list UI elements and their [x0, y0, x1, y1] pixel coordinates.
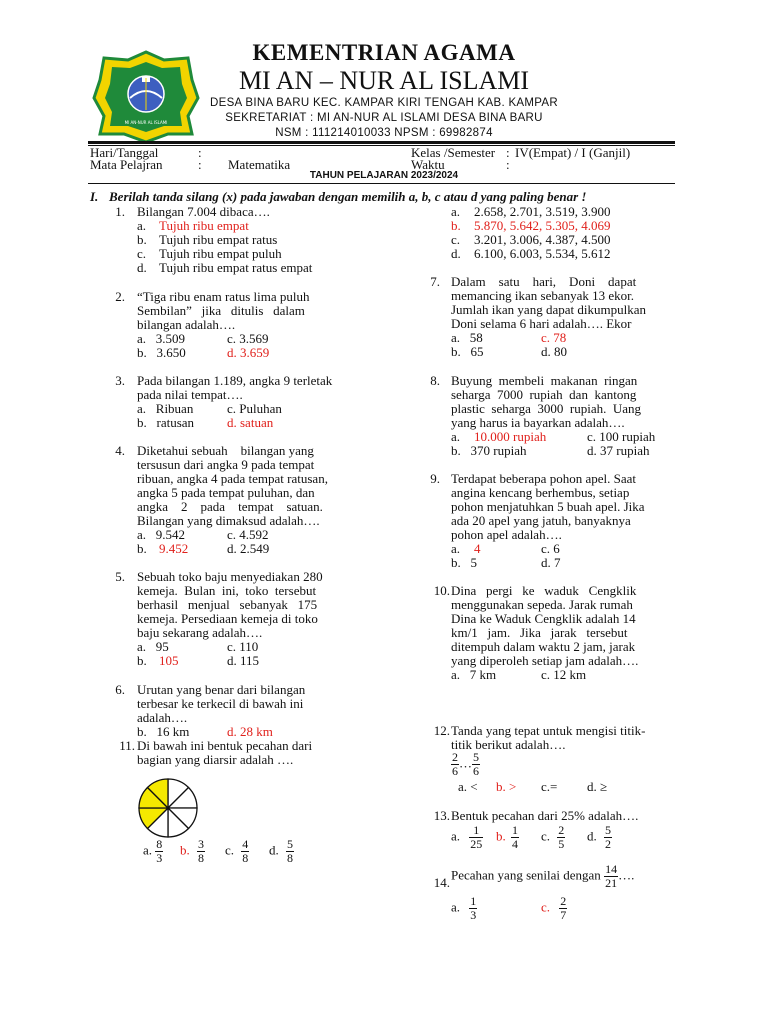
q9-line4: ada 20 apel yang jatuh, banyaknya [451, 513, 631, 528]
q5-d-option[interactable]: d. 115 [227, 653, 260, 668]
q13-b-num: 1 [512, 823, 518, 837]
q13-option-d[interactable] [587, 824, 612, 851]
q7-line2: memancing ikan sebanyak 13 ekor. [451, 288, 635, 303]
q6-line1: Urutan yang benar dari bilangan [137, 682, 306, 697]
q1-d-option[interactable]: Tujuh ribu empat ratus empat [159, 260, 313, 275]
q6-c-label: c. [451, 232, 461, 247]
q2-d-answer[interactable]: d. 3.659 [227, 345, 270, 360]
q12-c-option[interactable]: c.= [541, 779, 558, 794]
q8-line3: plastic seharga 3000 rupiah. Uang [451, 401, 642, 416]
q11-d-label: d. [269, 842, 279, 858]
q14-text: Pecahan yang senilai dengan [451, 867, 601, 883]
q11-b-den: 8 [198, 851, 204, 865]
q12-dots: … [459, 755, 472, 771]
q1-number: 1. [115, 204, 125, 219]
q11-d-fraction [286, 838, 294, 865]
class-value: IV(Empat) / I (Ganjil) [515, 145, 631, 160]
q8-line1: Buyung membeli makanan ringan [451, 373, 638, 388]
q4-c-option[interactable]: c. 4.592 [227, 527, 269, 542]
q10-line6: yang diperoleh setiap jam adalah…. [451, 653, 639, 668]
q11-c-den: 8 [242, 851, 249, 865]
q11-number: 11. [119, 738, 135, 753]
q9-line2: angina kencang berhembus, setiap [451, 485, 630, 500]
q11-option-d[interactable] [269, 838, 294, 865]
q11-d-num: 5 [287, 837, 293, 851]
q11-d-den: 8 [287, 851, 293, 865]
q4-a-option[interactable]: a. 9.542 [137, 527, 186, 542]
q13-c-den: 5 [558, 837, 565, 851]
subject-value: Matematika [228, 157, 291, 172]
q11-b-num: 3 [198, 837, 204, 851]
q8-line2: seharga 7000 rupiah dan kantong [451, 387, 637, 402]
q4-b-answer[interactable]: 9.452 [159, 541, 189, 556]
logo-text: MI AN-NUR AL ISLAMI [124, 120, 168, 125]
school-address: DESA BINA BARU KEC. KAMPAR KIRI TENGAH KAB. KAMPAR [210, 97, 558, 109]
q4-line3: ribuan, angka 4 pada tempat ratusan, [137, 471, 328, 486]
school-secretariat: SEKRETARIAT : MI AN-NUR AL ISLAMI DESA BINA BARU [225, 112, 543, 124]
q8-b-option[interactable]: b. 370 rupiah [451, 443, 527, 458]
class-label: Kelas /Semester [411, 145, 496, 160]
q9-d-option[interactable]: d. 7 [541, 555, 561, 570]
q2-c-option[interactable]: c. 3.569 [227, 331, 269, 346]
q11-option-a[interactable] [143, 838, 163, 865]
q9-line1: Terdapat beberapa pohon apel. Saat [451, 471, 636, 486]
q11-a-fraction [155, 838, 163, 865]
q12-fraction-right [472, 751, 480, 778]
q5-b-label: b. [137, 653, 147, 668]
q7-line4: Doni selama 6 hari adalah…. Ekor [451, 316, 632, 331]
info-rule [88, 183, 675, 184]
q1-d-label: d. [137, 260, 147, 275]
q11-b-label: b. [180, 842, 190, 858]
q5-a-option[interactable]: a. 95 [137, 639, 169, 654]
q1-c-label: c. [137, 246, 147, 261]
q14-question [451, 863, 634, 890]
q14-f-den: 21 [605, 876, 618, 890]
q5-line4: kemeja. Persediaan kemeja di toko [137, 611, 318, 626]
q10-line3: Dina ke Waduk Cengklik adalah 14 [451, 611, 636, 626]
q14-option-a[interactable] [451, 895, 477, 922]
q9-b-option[interactable]: b. 5 [451, 555, 477, 570]
q12-f2-num: 5 [473, 750, 479, 764]
q14-a-label: a. [451, 899, 461, 915]
q10-c-option[interactable]: c. 12 km [541, 667, 587, 682]
q5-number: 5. [115, 569, 125, 584]
q14-a-fraction [469, 895, 477, 922]
q9-a-answer[interactable]: 4 [474, 541, 481, 556]
q6-d-option[interactable]: 6.100, 6.003, 5.534, 5.612 [474, 246, 611, 261]
q5-line3: berhasil menjual sebanyak 175 [137, 597, 318, 612]
q8-number: 8. [430, 373, 440, 388]
q13-d-den: 2 [605, 837, 611, 851]
q14-a-num: 1 [470, 894, 477, 908]
q5-b-answer[interactable]: 105 [159, 653, 179, 668]
q2-line1: “Tiga ribu enam ratus lima puluh [137, 289, 310, 304]
q3-c-option[interactable]: c. Puluhan [227, 401, 282, 416]
q5-c-option[interactable]: c. 110 [227, 639, 259, 654]
q14-c-label: c. [541, 899, 551, 915]
q13-option-c[interactable] [541, 824, 565, 851]
q12-comparison [451, 751, 480, 778]
q3-d-answer[interactable]: d. satuan [227, 415, 274, 430]
q13-a-num: 1 [469, 824, 483, 838]
time-label: Waktu [411, 157, 445, 172]
q11-fraction-circle [137, 777, 199, 839]
q13-b-den: 4 [512, 837, 518, 851]
q14-c-num: 2 [560, 894, 567, 908]
q2-a-option[interactable]: a. 3.509 [137, 331, 186, 346]
q4-number: 4. [115, 443, 125, 458]
q14-option-c[interactable] [541, 895, 567, 922]
q14-c-den: 7 [560, 908, 567, 922]
day-label: Hari/Tanggal [90, 145, 159, 160]
q11-a-label: a. [143, 842, 153, 858]
q10-line1: Dina pergi ke waduk Cengklik [451, 583, 637, 598]
q11-a-num: 8 [156, 837, 163, 851]
q7-number: 7. [430, 274, 440, 289]
q8-d-option[interactable]: d. 37 rupiah [587, 443, 650, 458]
q12-b-answer[interactable]: b. > [496, 779, 517, 794]
q6-number: 6. [115, 682, 125, 697]
q2-line3: bilangan adalah…. [137, 317, 236, 332]
q13-a-den: 25 [470, 837, 483, 851]
q4-d-option[interactable]: d. 2.549 [227, 541, 270, 556]
q4-line5: angka 2 pada tempat satuan. [137, 499, 323, 514]
q11-option-b[interactable] [180, 838, 205, 865]
q9-a-label: a. [451, 541, 461, 556]
q13-text: Bentuk pecahan dari 25% adalah…. [451, 808, 639, 823]
section-roman: I. [90, 189, 99, 204]
q6-d-answer[interactable]: d. 28 km [227, 724, 273, 739]
q13-c-label: c. [541, 828, 551, 844]
q6-line3: adalah…. [137, 710, 188, 725]
q5-line1: Sebuah toko baju menyediakan 280 [137, 569, 323, 584]
school-name: MI AN – NUR AL ISLAMI [238, 66, 530, 95]
q14-f-num: 14 [605, 862, 618, 876]
q11-c-label: c. [225, 842, 235, 858]
q7-a-option[interactable]: a. 58 [451, 330, 483, 345]
q4-line2: tersusun dari angka 9 pada tempat [137, 457, 315, 472]
q4-line6: Bilangan yang dimaksud adalah…. [137, 513, 320, 528]
q13-d-fraction [604, 824, 612, 851]
q4-line1: Diketahui sebuah bilangan yang [137, 443, 314, 458]
q9-line3: pohon menjatuhkan 5 buah apel. Jika [451, 499, 645, 514]
q9-number: 9. [430, 471, 440, 486]
q1-a-label: a. [137, 218, 147, 233]
q13-a-label: a. [451, 828, 461, 844]
subject-label: Mata Pelajran [90, 157, 163, 172]
q12-line2: titik berikut adalah…. [451, 737, 566, 752]
q8-a-answer[interactable]: 10.000 rupiah [474, 429, 547, 444]
q3-b-option[interactable]: b. ratusan [137, 415, 195, 430]
q6-b-label: b. [451, 218, 461, 233]
q7-line3: Jumlah ikan yang dapat dikumpulkan [451, 302, 646, 317]
q2-line2: Sembilan” jika ditulis dalam [137, 303, 305, 318]
q6-line2: terbesar ke terkecil di bawah ini [137, 696, 304, 711]
q4-b-label: b. [137, 541, 147, 556]
q3-a-option[interactable]: a. Ribuan [137, 401, 194, 416]
q6-a-option[interactable]: 2.658, 2.701, 3.519, 3.900 [474, 204, 611, 219]
q3-number: 3. [115, 373, 125, 388]
q14-number: 14. [433, 875, 450, 890]
q11-c-num: 4 [242, 837, 249, 851]
q6-b-answer[interactable]: 5.870, 5.642, 5.305, 4.069 [474, 218, 611, 233]
q13-b-label: b. [496, 828, 506, 844]
q7-c-answer[interactable]: c. 78 [541, 330, 567, 345]
q11-c-fraction [241, 838, 249, 865]
school-year: TAHUN PELAJARAN 2023/2024 [309, 170, 459, 181]
q1-c-option[interactable]: Tujuh ribu empat puluh [159, 246, 282, 261]
q10-number: 10. [433, 583, 450, 598]
q13-option-a[interactable] [451, 824, 483, 851]
q13-b-fraction [511, 824, 519, 851]
q14-dots: …. [618, 867, 635, 883]
header-title: KEMENTRIAN AGAMA [252, 40, 516, 65]
q13-d-num: 5 [605, 823, 611, 837]
q3-line1: Pada bilangan 1.189, angka 9 terletak [137, 373, 333, 388]
q12-f1-den: 6 [452, 764, 458, 778]
q2-b-option[interactable]: b. 3.650 [137, 345, 186, 360]
q12-f1-num: 2 [452, 750, 458, 764]
q1-a-answer[interactable]: Tujuh ribu empat [159, 218, 249, 233]
q6-c-option[interactable]: 3.201, 3.006, 4.387, 4.500 [474, 232, 611, 247]
q11-line2: bagian yang diarsir adalah …. [137, 752, 294, 767]
q14-a-den: 3 [470, 908, 477, 922]
q11-option-c[interactable] [225, 838, 249, 865]
school-logo [92, 50, 200, 142]
q13-number: 13. [433, 808, 450, 823]
q13-c-num: 2 [558, 823, 565, 837]
q9-line5: pohon apel adalah…. [451, 527, 562, 542]
q11-a-den: 3 [156, 851, 163, 865]
q10-line2: menggunakan sepeda. Jarak rumah [451, 597, 633, 612]
q10-line5: ditempuh dalam waktu 2 jam, jarak [451, 639, 636, 654]
q7-b-option[interactable]: b. 65 [451, 344, 484, 359]
q7-line1: Dalam satu hari, Doni dapat [451, 274, 637, 289]
school-ids: NSM : 111214010033 NPSM : 69982874 [275, 127, 493, 139]
q13-c-fraction [557, 824, 565, 851]
q12-fraction-left [451, 751, 459, 778]
q14-c-fraction [559, 895, 567, 922]
q1-b-label: b. [137, 232, 147, 247]
q5-line2: kemeja. Bulan ini, toko tersebut [137, 583, 317, 598]
q13-d-label: d. [587, 828, 597, 844]
q1-text: Bilangan 7.004 dibaca…. [137, 204, 270, 219]
q1-b-option[interactable]: Tujuh ribu empat ratus [159, 232, 278, 247]
q5-line5: baju sekarang adalah…. [137, 625, 263, 640]
time-colon: : [506, 157, 510, 172]
q6-d-label: d. [451, 246, 461, 261]
header-rule-thick [88, 141, 675, 144]
q14-fraction [604, 863, 618, 890]
q13-option-b[interactable] [496, 824, 519, 851]
q12-a-option[interactable]: a. < [458, 779, 478, 794]
q10-a-option[interactable]: a. 7 km [451, 667, 497, 682]
q3-line2: pada nilai tempat…. [137, 387, 243, 402]
q9-c-option[interactable]: c. 6 [541, 541, 560, 556]
section-instruction: Berilah tanda silang (x) pada jawaban dengan memilih a, b, c atau d yang paling benar ! [109, 189, 587, 204]
q6-b-option[interactable]: b. 16 km [137, 724, 190, 739]
q8-c-option[interactable]: c. 100 rupiah [587, 429, 656, 444]
q4-line4: angka 5 pada tempat puluhan, dan [137, 485, 315, 500]
q8-a-label: a. [451, 429, 461, 444]
q10-line4: km/1 jam. Jika jarak tersebut [451, 625, 628, 640]
q8-line4: yang harus ia bayarkan adalah…. [451, 415, 625, 430]
q11-line1: Di bawah ini bentuk pecahan dari [137, 738, 313, 753]
class-colon: : [506, 145, 510, 160]
q13-a-fraction [469, 824, 483, 851]
q12-f2-den: 6 [473, 764, 479, 778]
subject-colon: : [198, 157, 202, 172]
q11-b-fraction [197, 838, 205, 865]
q12-number: 12. [433, 723, 450, 738]
day-colon: : [198, 145, 202, 160]
q6-a-label: a. [451, 204, 461, 219]
q12-d-option[interactable]: d. ≥ [587, 779, 608, 794]
q7-d-option[interactable]: d. 80 [541, 344, 567, 359]
q2-number: 2. [115, 289, 125, 304]
q12-line1: Tanda yang tepat untuk mengisi titik- [451, 723, 646, 738]
